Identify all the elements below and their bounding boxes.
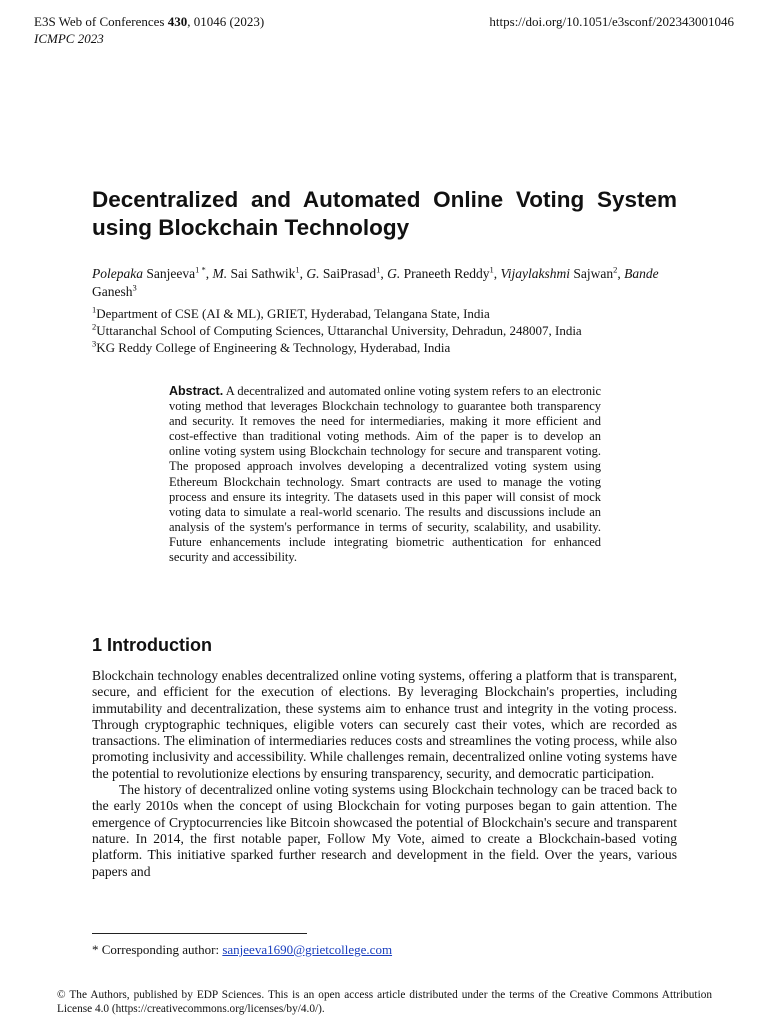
- journal-volume: 430: [167, 14, 188, 29]
- author-affiliation-mark: 1: [376, 264, 381, 275]
- author-given-name: Bande: [624, 266, 659, 281]
- paper-title: Decentralized and Automated Online Voting System using Blockchain Technology: [92, 187, 677, 240]
- affiliation-text: KG Reddy College of Engineering & Technology, Hyderabad, India: [96, 340, 451, 355]
- author-family-name: Sajwan: [569, 266, 614, 281]
- author-email-link[interactable]: sanjeeva1690@grietcollege.com: [222, 942, 393, 957]
- footnote-divider: [92, 933, 307, 934]
- license-notice: © The Authors, published by EDP Sciences. This is an open access article distributed under the terms of the Creative Commons Attribution License 4.0 (https://creativecommons.org/licenses/by/4.0/).: [57, 989, 712, 1015]
- author: M. Sai Sathwik$^1$,: [212, 264, 307, 281]
- author-affiliation-mark: 1: [489, 264, 494, 275]
- author-given-name: M.: [212, 266, 228, 281]
- author-affiliation-mark: 1: [295, 264, 300, 275]
- author-family-name: Sanjeeva: [142, 266, 196, 281]
- author-given-name: G.: [387, 266, 401, 281]
- section-heading: 1 Introduction: [92, 635, 212, 655]
- author-family-name: Ganesh: [92, 284, 133, 299]
- author-family-name: SaiPrasad: [319, 266, 377, 281]
- affiliation-mark: 1: [92, 304, 97, 315]
- conference-name: ICMPC 2023: [34, 31, 104, 46]
- section-body: [92, 668, 677, 880]
- article-number: , 01046 (2023): [187, 14, 265, 29]
- author: G. Praneeth Reddy$^1$,: [387, 264, 501, 281]
- affiliation: [92, 322, 692, 339]
- author-affiliation-mark: 3: [132, 282, 137, 293]
- affiliation-mark: 2: [92, 321, 97, 332]
- affiliation-text: Department of CSE (AI & ML), GRIET, Hyderabad, Telangana State, India: [96, 306, 490, 321]
- author-family-name: Praneeth Reddy: [400, 266, 490, 281]
- footnote-label: * Corresponding author:: [92, 942, 223, 957]
- author-given-name: Vijaylakshmi: [500, 266, 570, 281]
- affiliation-text: Uttaranchal School of Computing Sciences, Uttaranchal University, Dehradun, 248007, India: [96, 323, 582, 338]
- author-given-name: G.: [306, 266, 320, 281]
- affiliation-list: [92, 305, 692, 356]
- paragraph: Blockchain technology enables decentralized online voting systems, offering a platform that is transparent, secure, and efficient for the execution of elections. By leveraging Blockchain's properties, including immutability and decentralization, these systems aim to enhance trust and integrity in the voting process. Through cryptographic techniques, eligible voters can securely cast their votes, which are recorded as transactions. The elimination of intermediaries reduces costs and streamlines the voting process, while also promoting inclusivity and accessibility. While challenges remain, decentralized online voting systems have the potential to revolutionize elections by ensuring transparency, security, and democratic participation.: [92, 668, 677, 781]
- paragraph: The history of decentralized online voting systems using Blockchain technology can be traced back to the early 2010s when the concept of using Blockchain for voting purposes began to gain attention. The emergence of Cryptocurrencies like Bitcoin showcased the potential of Blockchain's secure and transparent nature. In 2014, the first notable paper, Follow My Vote, aimed to create a Blockchain-based voting platform. This initiative sparked further research and development in the field. Over the years, various papers and: [92, 782, 677, 879]
- affiliation-mark: 3: [92, 338, 97, 349]
- abstract-text: A decentralized and automated online voting system refers to an electronic voting method that leverages Blockchain technology to guarantee both transparency and security. It removes the need for intermediaries, making it more efficient and cost-effective than traditional voting methods. Aim of the paper is to develop an online voting system using Blockchain technology for secure and transparent voting. The proposed approach involves developing a decentralized voting system using Ethereum Blockchain technology. Smart contracts are used to manage the voting process and ensure its integrity. The datasets used in this paper will consist of mock voting data to simulate a real-world scenario. The results and discussions include an analysis of the system's performance in terms of security, scalability, and usability. Future enhancements include integrating biometric authentication for enhanced security and accessibility.: [169, 384, 601, 565]
- running-header-left: [34, 13, 264, 47]
- doi-link[interactable]: https://doi.org/10.1051/e3sconf/202343001046: [489, 14, 734, 29]
- author-list: [92, 265, 682, 301]
- abstract-label: Abstract.: [169, 384, 224, 398]
- abstract: [169, 384, 601, 565]
- author-family-name: Sai Sathwik: [227, 266, 296, 281]
- corresponding-author-footnote: [92, 941, 392, 958]
- author: Polepaka Sanjeeva$^{1 *}$,: [92, 264, 213, 281]
- author-given-name: Polepaka: [92, 266, 143, 281]
- author: Vijaylakshmi Sajwan$^2$,: [500, 264, 625, 281]
- journal-name: E3S Web of Conferences: [34, 14, 165, 29]
- affiliation: [92, 305, 692, 322]
- author-affiliation-mark: 2: [613, 264, 618, 275]
- author-affiliation-mark: 1 *: [195, 264, 206, 275]
- author: G. SaiPrasad$^1$,: [306, 264, 388, 281]
- affiliation: [92, 339, 692, 356]
